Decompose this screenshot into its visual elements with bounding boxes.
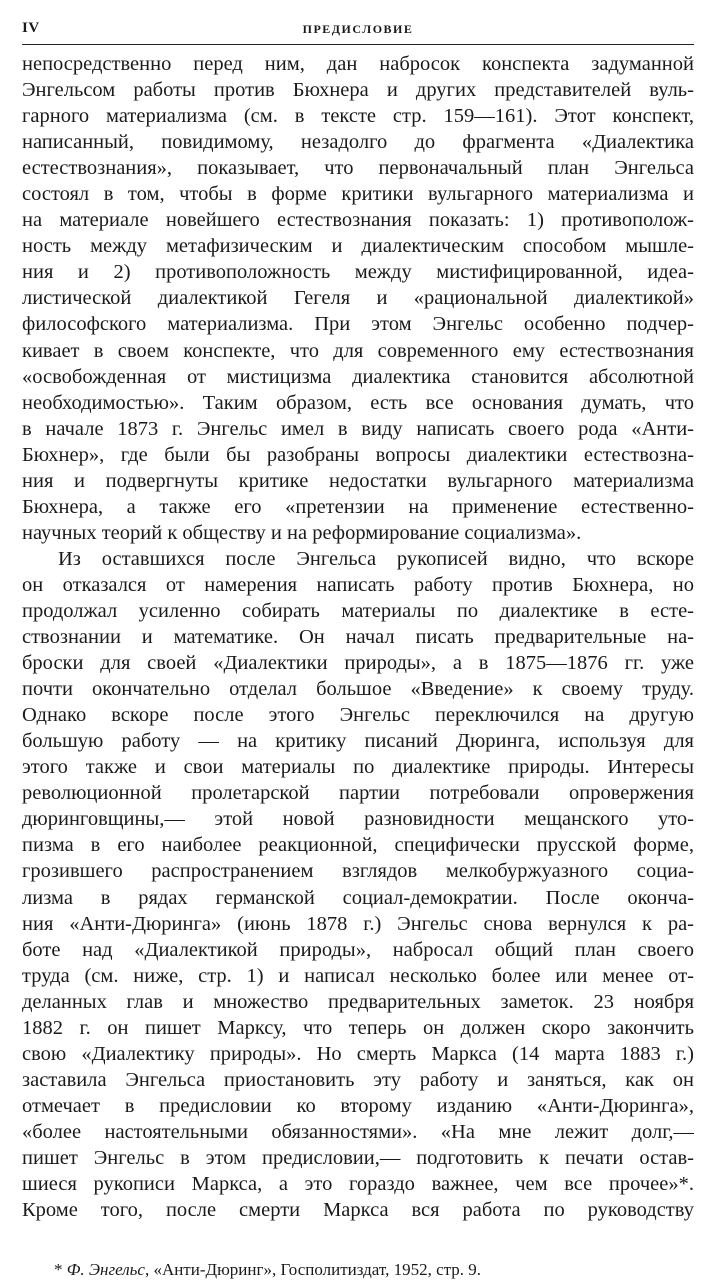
text-line: революционной пролетарской партии потребовали опровержения	[22, 782, 694, 805]
text-line: в начале 1873 г. Энгельс имел в виду написать своего рода «Анти-	[22, 417, 694, 440]
text-line: ствознании и математике. Он начал писать предварительные на-	[22, 626, 694, 649]
text-line: гарного материализма (см. в тексте стр. 159—161). Этот конспект,	[22, 105, 694, 128]
text-line: боте над «Диалектикой природы», набросал общий план своего	[22, 938, 694, 961]
text-line: непосредственно перед ним, дан набросок конспекта задуманной	[22, 53, 694, 75]
text-line: броски для своей «Диалектики природы», а в 1875—1876 гг. уже	[22, 652, 694, 675]
text-line: продолжал усиленно собирать материалы по диалектике в есте-	[22, 599, 694, 622]
text-line: труда (см. ниже, стр. 1) и написал несколько более или менее от-	[22, 964, 694, 987]
text-line: на материале новейшего естествознания показать: 1) противополож-	[22, 209, 694, 232]
text-line: «освобожденная от мистицизма диалектика становится абсолютной	[22, 365, 694, 388]
text-line: философского материализма. При этом Энгельс особенно подчер-	[22, 313, 694, 336]
text-line: естествознания», показывает, что первоначальный план Энгельса	[22, 157, 694, 180]
footnote-author: Ф. Энгельс	[66, 1260, 145, 1280]
text-line: Бюхнер», где были бы разобраны вопросы диалектики естествозна-	[22, 443, 694, 466]
footnote-marker: *	[54, 1260, 63, 1280]
running-head	[22, 14, 694, 45]
text-line: лизма в рядах германской социал-демократии. После оконча-	[22, 886, 694, 909]
text-line: большую работу — на критику писаний Дюринга, используя для	[22, 730, 694, 753]
body-text	[22, 51, 694, 1223]
text-line: свою «Диалектику природы». Но смерть Маркса (14 марта 1883 г.)	[22, 1042, 694, 1065]
text-line: Энгельсом работы против Бюхнера и других представителей вуль-	[22, 79, 694, 102]
text-line: необходимостью». Таким образом, есть все основания думать, что	[22, 391, 694, 414]
footnote	[22, 1259, 694, 1281]
page-number: IV	[22, 20, 40, 36]
section-title: ПРЕДИСЛОВИЕ	[302, 22, 414, 36]
text-line: заставила Энгельса приостановить эту работу и заняться, как он	[22, 1068, 694, 1091]
text-line: почти окончательно отделал большое «Введение» к своему труду.	[22, 678, 694, 701]
text-line: Кроме того, после смерти Маркса вся работа по руководству	[22, 1199, 694, 1222]
text-line: шиеся рукописи Маркса, а это гораздо важнее, чем все прочее»*.	[22, 1173, 694, 1196]
text-line: он отказался от намерения написать работу против Бюхнера, но	[22, 573, 694, 596]
footnote-citation: , «Анти-Дюринг», Госполитиздат, 1952, стр. 9.	[144, 1260, 481, 1280]
text-line: состоял в том, чтобы в форме критики вульгарного материализма и	[22, 183, 694, 206]
paragraph-end-line: научных теорий к обществу и на реформирование социализма».	[22, 521, 582, 544]
text-line: ность между метафизическим и диалектическим способом мышле-	[22, 235, 694, 258]
text-line: «более настоятельными обязанностями». «На мне лежит долг,—	[22, 1120, 694, 1143]
text-line: Бюхнера, а также его «претензии на применение естественно-	[22, 495, 694, 518]
paragraph-start-line: Из оставшихся после Энгельса рукописей видно, что вскоре	[58, 547, 694, 570]
text-line: листической диалектикой Гегеля и «рациональной диалектикой»	[22, 287, 694, 310]
text-line: пизма в его наиболее реакционной, специфически прусской форме,	[22, 834, 694, 857]
text-line: ния и 2) противоположность между мистифицированной, идеа-	[22, 261, 694, 284]
text-line: этого также и свои материалы по диалектике природы. Интересы	[22, 756, 694, 779]
text-line: отмечает в предисловии ко второму изданию «Анти-Дюринга»,	[22, 1094, 694, 1117]
text-line: 1882 г. он пишет Марксу, что теперь он должен скоро закончить	[22, 1016, 694, 1039]
text-line: ния «Анти-Дюринга» (июнь 1878 г.) Энгельс снова вернулся к ра-	[22, 912, 694, 935]
text-line: грозившего распространением взглядов мелкобуржуазного социа-	[22, 860, 694, 883]
text-line: дюринговщины,— этой новой разновидности мещанского уто-	[22, 808, 694, 831]
text-line: написанный, повидимому, незадолго до фрагмента «Диалектика	[22, 131, 694, 154]
text-line: деланных глав и множество предварительных заметок. 23 ноября	[22, 990, 694, 1013]
text-line: ния и подвергнуты критике недостатки вульгарного материализма	[22, 469, 694, 492]
text-line: Однако вскоре после этого Энгельс переключился на другую	[22, 704, 694, 727]
text-line: кивает в своем конспекте, что для современного ему естествознания	[22, 339, 694, 362]
book-page	[22, 14, 694, 1280]
text-line: пишет Энгельс в этом предисловии,— подготовить к печати остав-	[22, 1146, 694, 1169]
